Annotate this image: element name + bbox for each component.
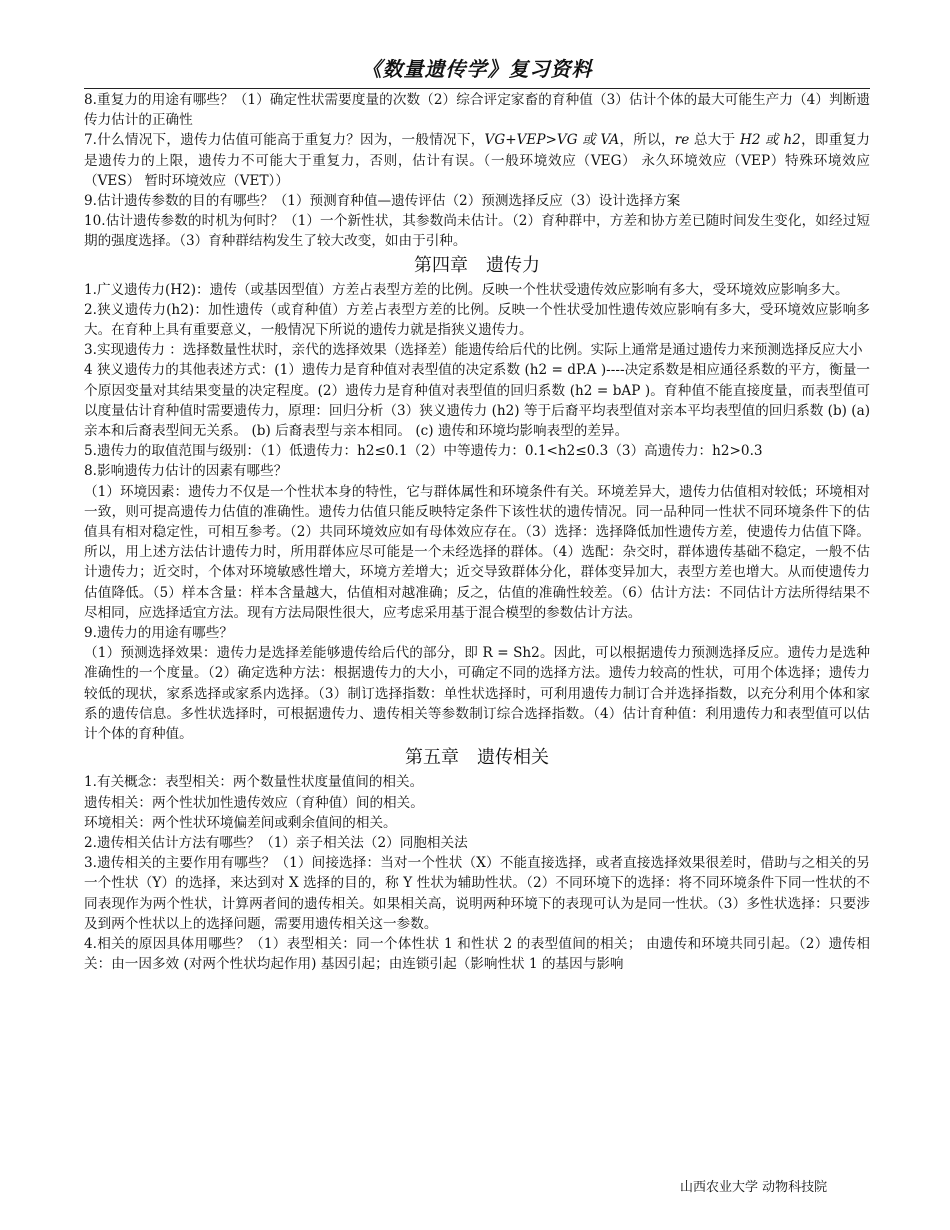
ch3-q7-text-b: ，所以， [619, 132, 675, 149]
ch3-q9: 9.估计遗传参数的目的有哪些？（1）预测育种值—遗传评估（2）预测选择反应（3）设计选择方案 [84, 193, 681, 210]
ch3-q7 [84, 130, 870, 191]
ch5-p3: 3.遗传相关的主要作用有哪些？（1）间接选择：当对一个性状（X）不能直接选择，或者直接选择效果很差时，借助与之相关的另一个性状（Y）的选择，来达到对 X 选择的目的，称 Y 性状为辅助性状。（2）不同环境下的选择：将不同环境条件下同一性状的不同表现作为两个性状，计算两者间的遗传相关。如果相关高，说明两种环境下的表现可认为是同一性状。（3）多性状选择：只要涉及到两个性状以上的选择问题，需要用遗传相关这一参数。 [84, 855, 870, 932]
chapter-5-title: 第五章 遗传相关 [405, 747, 549, 769]
ch4-p2: 2.狭义遗传力(h2)：加性遗传（或育种值）方差占表型方差的比例。反映一个性状受加性遗传效应影响有多大，受环境效应影响多大。在育种上具有重要意义，一般情况下所说的遗传力就是指狭义遗传力。 [84, 301, 870, 339]
chapter-4-title: 第四章 遗传力 [414, 254, 540, 276]
header-title: 《数量遗传学》复习资料 [361, 57, 593, 81]
ch5-p2: 2.遗传相关估计方法有哪些？（1）亲子相关法（2）同胞相关法 [84, 834, 468, 851]
ch5-p4: 4.相关的原因具体用哪些？（1）表型相关：同一个体性状 1 和性状 2 的表型值间的相关； 由遗传和环境共同引起。（2）遗传相关：由一因多效 (对两个性状均起作用) 基因引起；由连锁引起（影响性状 1 的基因与影响 [84, 935, 870, 973]
ch4-p5: 5.遗传力的取值范围与级别：（1）低遗传力：h2≤0.1（2）中等遗传力：0.1<h2≤0.3（3）高遗传力：h2>0.3 [84, 443, 763, 460]
ch3-q10: 10.估计遗传参数的时机为何时？（1）一个新性状，其参数尚未估计。（2）育种群中，方差和协方差已随时间发生变化，如经过短期的强度选择。（3）育种群结构发生了较大改变，如由于引种。 [84, 213, 870, 250]
ch4-p4: 4 狭义遗传力的其他表述方式：(1）遗传力是育种值对表型值的决定系数 (h2 = dP.A )----决定系数是相应通径系数的平方，衡量一个原因变量对其结果变量的决定程度。(2）遗传力是育种值对表型值的回归系数 (h2 = bAP )。育种值不能直接度量，而表型值可以度量估计育种值时需要遗传力，原理：回归分析（3）狭义遗传力 (h2) 等于后裔平均表型值对亲本平均表型值的回归系数 (b) (a) 亲本和后裔表型间无关系。 (b) 后裔表型与亲本相同。 (c) 遗传和环境均影响表型的差异。 [84, 362, 870, 440]
page-footer: 山西农业大学 动物科技院 [680, 1180, 828, 1195]
ch4-p8-body: （1）环境因素：遗传力不仅是一个性状本身的特性，它与群体属性和环境条件有关。环境差异大，遗传力估值相对较低；环境相对一致，则可提高遗传力估值的准确性。遗传力估值只能反映特定条件下该性状的遗传情况。同一品种同一性状不同环境条件下的估值具有相对稳定性，可相互参考。（2）共同环境效应如有母体效应存在。（3）选择：选择降低加性遗传方差，使遗传力估值下降。所以，用上述方法估计遗传力时，所用群体应尽可能是一个未经选择的群体。（4）选配：杂交时，群体遗传基础不稳定，一般不估计遗传力；近交时，个体对环境敏感性增大，环境方差增大；近交导致群体分化，群体变异加大，表型方差也增大。从而使遗传力估值降低。（5）样本含量：样本含量越大，估值相对越准确；反之，估值的准确性较差。（6）估计方法：不同估计方法所得结果不尽相同，应选择适宜方法。现有方法局限性很大，应考虑采用基于混合模型的参数估计方法。 [84, 483, 870, 621]
ch3-q7-text-c: 总大于 [689, 132, 740, 149]
ch5-p1: 1.有关概念：表型相关：两个数量性状度量值间的相关。 [84, 774, 424, 791]
ch4-p1: 1.广义遗传力(H2)：遗传（或基因型值）方差占表型方差的比例。反映一个性状受遗传效应影响有多大，受环境效应影响多大。 [84, 281, 849, 298]
ch4-p9: 9.遗传力的用途有哪些？ [84, 625, 233, 642]
ch5-p1b: 遗传相关：两个性状加性遗传效应（育种值）间的相关。 [84, 794, 424, 811]
document-body [84, 90, 870, 974]
ch3-q7-h: H2 或 h2 [739, 132, 801, 149]
ch4-p8: 8.影响遗传力估计的因素有哪些？ [84, 463, 288, 480]
ch4-p3: 3.实现遗传力 ：选择数量性状时，亲代的选择效果（选择差）能遗传给后代的比例。实际上通常是通过遗传力来预测选择反应大小 [84, 342, 863, 359]
ch5-p1c: 环境相关：两个性状环境偏差间或剩余值间的相关。 [84, 814, 397, 831]
page-header [84, 54, 870, 89]
ch3-q7-text-a: 7.什么情况下，遗传力估值可能高于重复力？因为，一般情况下， [84, 132, 485, 149]
ch4-p9-body: （1）预测选择效果：遗传力是选择差能够遗传给后代的部分，即 R = Sh2。因此，可以根据遗传力预测选择反应。遗传力是选种准确性的一个度量。（2）确定选种方法：根据遗传力的大小，可确定不同的选择方法。遗传力较高的性状，可用个体选择；遗传力较低的现状，家系选择或家系内选择。（3）制订选择指数：单性状选择时，可利用遗传力制订合并选择指数，以充分利用个体和家系的遗传信息。多性状选择时，可根据遗传力、遗传相关等参数制订综合选择指数。（4）估计育种值：利用遗传力和表型值可以估计个体的育种值。 [84, 645, 870, 743]
ch3-q7-text-d: ，即重复力是遗传力的上限，遗传力不可能大于重复力，否则，估计有误。（一般环境效应（VEG） 永久环境效应（VEP）特殊环境效应（VES） 暂时环境效应（VET）） [84, 132, 871, 189]
ch3-q7-formula: VG+VEP>VG 或 VA [484, 132, 620, 149]
ch3-q8: 8.重复力的用途有哪些？（1）确定性状需要度量的次数（2）综合评定家畜的育种值（3）估计个体的最大可能生产力（4）判断遗传力估计的正确性 [84, 92, 870, 129]
ch3-q7-re: re [674, 132, 690, 149]
